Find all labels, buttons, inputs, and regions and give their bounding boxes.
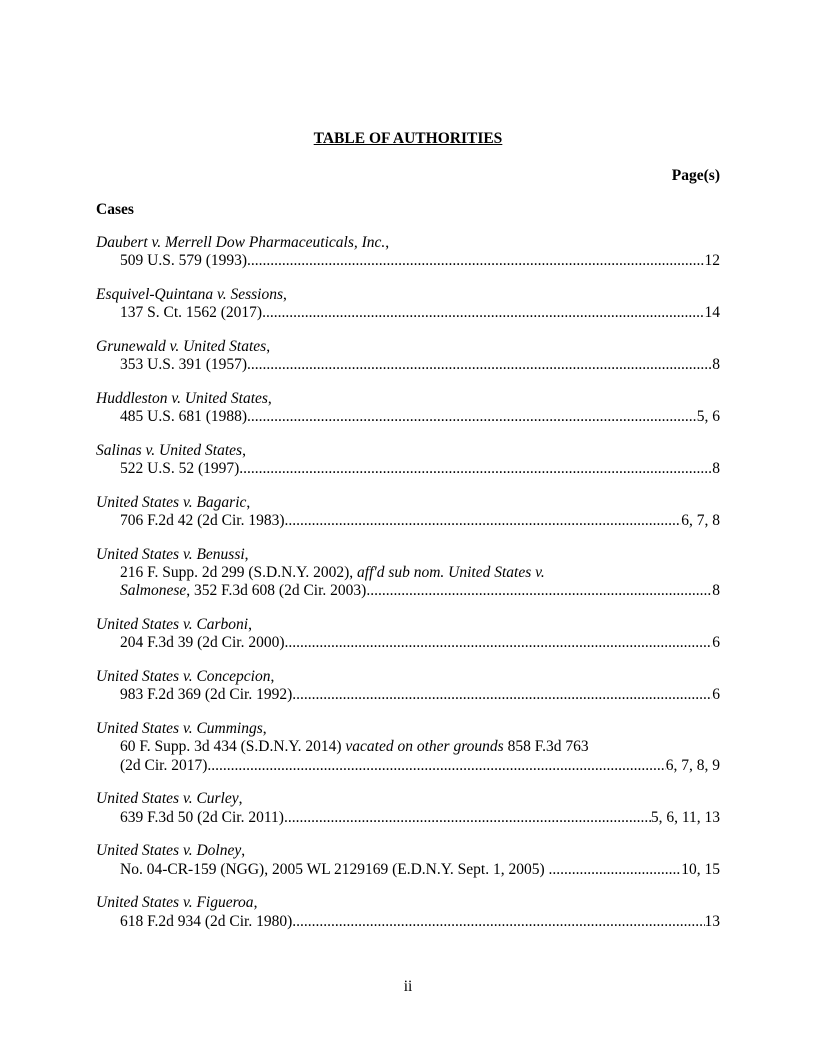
case-pages: 6: [712, 634, 720, 652]
case-citation: 485 U.S. 681 (1988): [120, 408, 248, 426]
case-entry: Huddleston v. United States, 485 U.S. 681 (1988) ..... 5, 6: [96, 390, 720, 426]
case-pages: 6, 7, 8, 9: [665, 756, 720, 774]
case-name: Esquivel-Quintana v. Sessions: [96, 286, 283, 303]
case-entry: Salinas v. United States, 522 U.S. 52 (1997) ..... 8: [96, 442, 720, 478]
case-citation: 706 F.2d 42 (2d Cir. 1983): [120, 512, 285, 530]
case-entry: United States v. Bagaric, 706 F.2d 42 (2d Cir. 1983) ..... 6, 7, 8: [96, 494, 720, 530]
case-pages: 6: [712, 686, 720, 704]
case-citation: 137 S. Ct. 1562 (2017): [120, 304, 263, 322]
case-citation: 60 F. Supp. 3d 434 (S.D.N.Y. 2014): [120, 738, 346, 756]
dot-leader: [292, 913, 704, 931]
case-citation-cont: [120, 582, 366, 600]
case-pages: 13: [704, 912, 720, 930]
case-entry: United States v. Cummings, 60 F. Supp. 3d 434 (S.D.N.Y. 2014) vacated on other grounds 858 F.3d 763 (2d Cir. 2017) ..... 6, 7, 8, 9: [96, 720, 720, 775]
case-name: Grunewald v. United States: [96, 338, 267, 355]
case-citation: 353 U.S. 391 (1957): [120, 356, 248, 374]
dot-leader: [207, 757, 665, 775]
dot-leader: [284, 809, 651, 827]
case-name: Salinas v. United States: [96, 442, 243, 459]
case-name: United States v. Curley: [96, 790, 239, 808]
case-name: Huddleston v. United States: [96, 390, 268, 407]
dot-leader: [247, 408, 697, 426]
case-name: United States v. Concepcion: [96, 668, 271, 686]
case-citation: No. 04-CR-159 (NGG), 2005 WL 2129169 (E.D.N.Y. Sept. 1, 2005): [120, 860, 549, 878]
dot-leader: [292, 686, 712, 704]
related-citation: 858 F.3d 763: [503, 738, 589, 756]
case-entry: Grunewald v. United States, 353 U.S. 391 (1957) ..... 8: [96, 338, 720, 374]
dot-leader: [366, 582, 712, 600]
case-pages: 5, 6: [696, 408, 720, 426]
case-entry: United States v. Curley, 639 F.3d 50 (2d Cir. 2011) ..... 5, 6, 11, 13: [96, 790, 720, 826]
related-case-name: Salmonese: [120, 582, 187, 600]
case-entry: Daubert v. Merrell Dow Pharmaceuticals, Inc., 509 U.S. 579 (1993) ..... 12: [96, 234, 720, 270]
case-entry: United States v. Concepcion, 983 F.2d 369 (2d Cir. 1992) ..... 6: [96, 668, 720, 704]
subsequent-history: vacated on other grounds: [345, 738, 504, 756]
case-citation: 618 F.2d 934 (2d Cir. 1980): [120, 912, 293, 930]
case-entry: United States v. Figueroa, 618 F.2d 934 (2d Cir. 1980) ..... 13: [96, 894, 720, 930]
dot-leader: [247, 356, 712, 374]
case-entry: United States v. Dolney, No. 04-CR-159 (NGG), 2005 WL 2129169 (E.D.N.Y. Sept. 1, 2005) ..... 10, 15: [96, 842, 720, 878]
case-name: United States v. Dolney: [96, 842, 242, 860]
dot-leader: [239, 460, 712, 478]
dot-leader: [285, 512, 682, 530]
case-citation: 509 U.S. 579 (1993): [120, 252, 248, 270]
case-citation: 639 F.3d 50 (2d Cir. 2011): [120, 808, 284, 826]
case-name: Daubert v. Merrell Dow Pharmaceuticals, Inc.: [96, 234, 386, 251]
dot-leader: [247, 252, 704, 270]
case-citation: 216 F. Supp. 2d 299 (S.D.N.Y. 2002),: [120, 564, 358, 582]
page-title: TABLE OF AUTHORITIES: [313, 130, 503, 147]
case-pages: 14: [704, 304, 720, 322]
case-pages: 12: [704, 252, 720, 270]
case-entry: United States v. Benussi, 216 F. Supp. 2d 299 (S.D.N.Y. 2002), aff'd sub nom. United States v. Salmonese, 352 F.3d 608 (2d Cir. 2003) ..... 8: [96, 546, 720, 601]
dot-leader: [549, 861, 682, 879]
related-citation: , 352 F.3d 608 (2d Cir. 2003): [186, 582, 367, 600]
case-pages: 6, 7, 8: [681, 512, 720, 530]
case-pages: 8: [712, 582, 720, 600]
pages-column-heading: Page(s): [671, 167, 720, 184]
case-citation: 204 F.3d 39 (2d Cir. 2000): [120, 634, 285, 652]
dot-leader: [262, 304, 704, 322]
case-pages: 8: [712, 460, 720, 478]
case-name: United States v. Cummings: [96, 720, 263, 738]
case-pages: 8: [712, 356, 720, 374]
case-entry: United States v. Carboni, 204 F.3d 39 (2d Cir. 2000) ..... 6: [96, 616, 720, 652]
section-heading-cases: Cases: [96, 201, 134, 218]
case-name: United States v. Carboni: [96, 616, 249, 634]
page-number: ii: [403, 978, 413, 995]
case-pages: 10, 15: [681, 860, 720, 878]
case-entry: Esquivel-Quintana v. Sessions, 137 S. Ct. 1562 (2017) ..... 14: [96, 286, 720, 322]
dot-leader: [285, 634, 713, 652]
case-citation-cont: (2d Cir. 2017): [120, 756, 208, 774]
case-pages: 5, 6, 11, 13: [650, 808, 720, 826]
subsequent-history: aff'd sub nom. United States v.: [357, 564, 545, 582]
case-list: [96, 234, 720, 946]
case-name: United States v. Benussi: [96, 546, 245, 563]
case-citation: 983 F.2d 369 (2d Cir. 1992): [120, 686, 293, 704]
case-citation: 522 U.S. 52 (1997): [120, 460, 240, 478]
case-name: United States v. Bagaric: [96, 494, 247, 511]
case-name: United States v. Figueroa: [96, 894, 254, 912]
